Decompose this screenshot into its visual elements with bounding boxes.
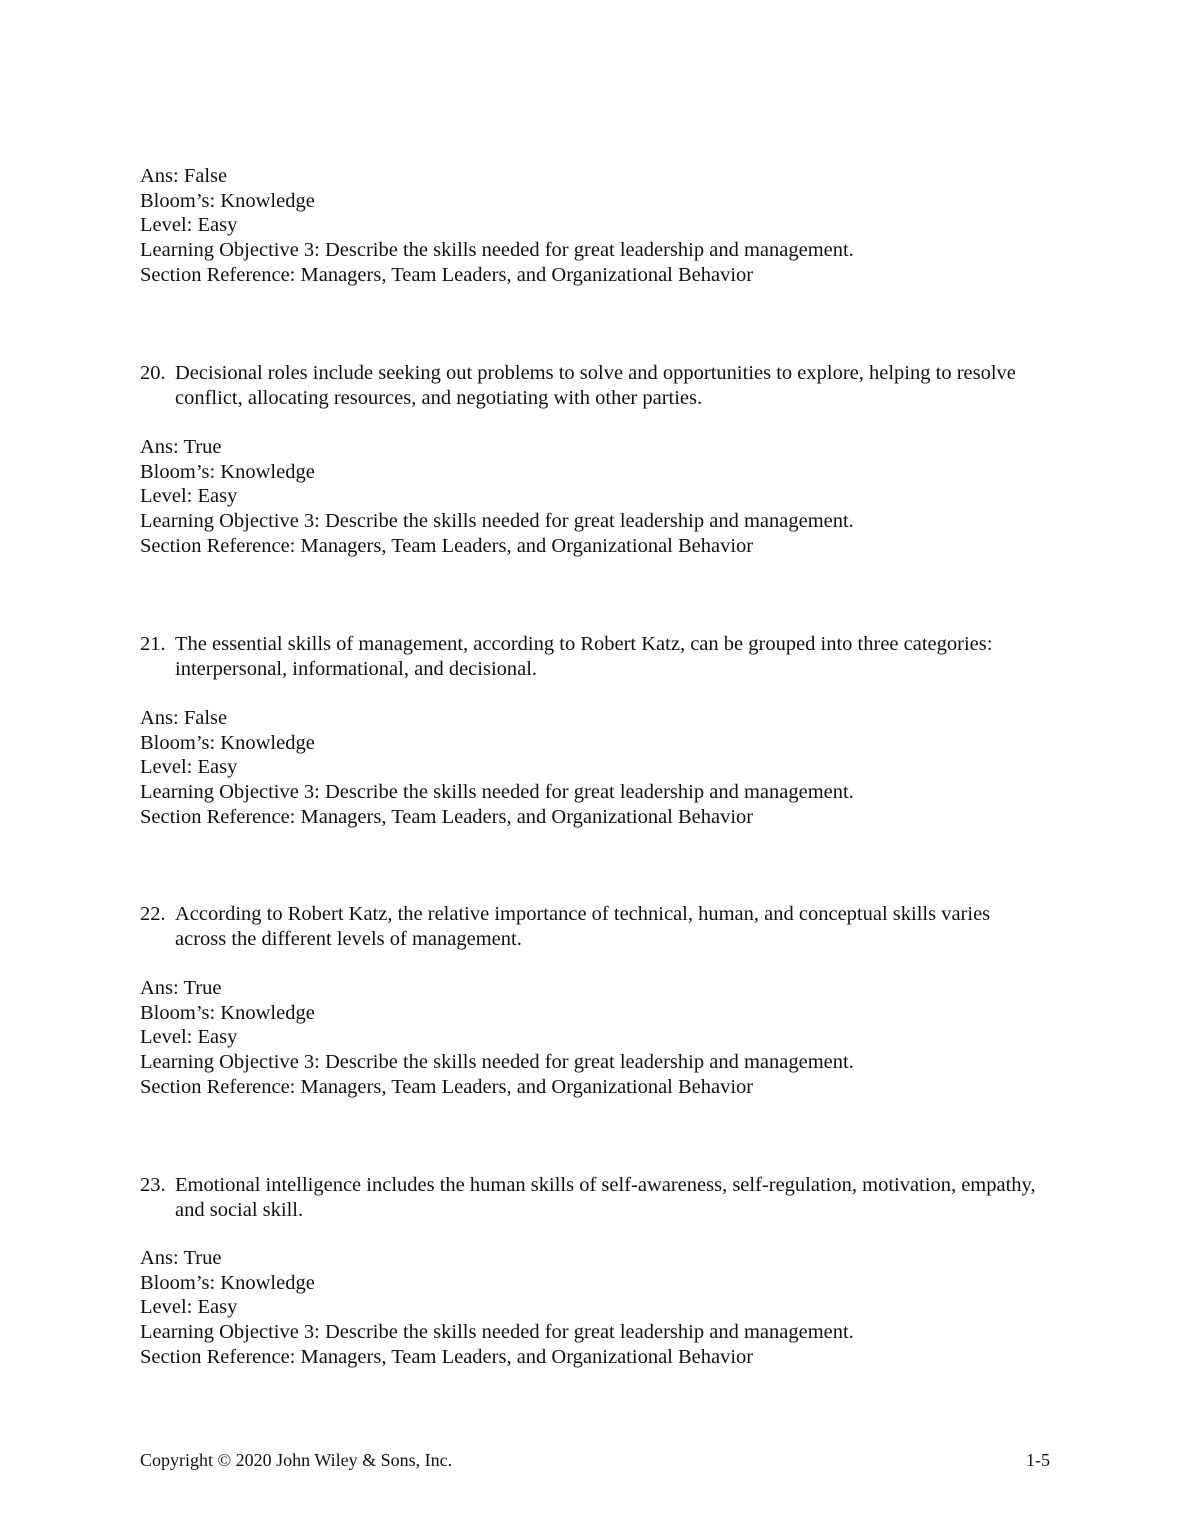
section-line: Section Reference: Managers, Team Leaders, and Organizational Behavior (140, 263, 754, 286)
question-item (140, 902, 1040, 951)
copyright-notice: Copyright © 2020 John Wiley & Sons, Inc. (140, 1450, 453, 1470)
section-line: Section Reference: Managers, Team Leaders, and Organizational Behavior (140, 805, 754, 828)
objective-line: Learning Objective 3: Describe the skills needed for great leadership and management. (140, 1051, 854, 1074)
blooms-line: Bloom’s: Knowledge (140, 189, 315, 212)
objective-line: Learning Objective 3: Describe the skills needed for great leadership and management. (140, 239, 854, 262)
question-text: Decisional roles include seeking out problems to solve and opportunities to explore, helping to resolve conflict, allocating resources, and negotiating with other parties. (175, 362, 1016, 409)
answer-line: Ans: True (140, 436, 222, 458)
section-line: Section Reference: Managers, Team Leaders, and Organizational Behavior (140, 1075, 754, 1098)
question-text: The essential skills of management, according to Robert Katz, can be grouped into three categories: interpersonal, informational, and decisional. (175, 633, 993, 680)
level-line: Level: Easy (140, 214, 238, 237)
question-text: Emotional intelligence includes the human skills of self-awareness, self-regulation, motivation, empathy, and social skill. (175, 1174, 1036, 1221)
answer-line: Ans: False (140, 165, 228, 187)
question-text: According to Robert Katz, the relative importance of technical, human, and conceptual skills varies across the different levels of management. (175, 903, 991, 950)
section-line: Section Reference: Managers, Team Leaders, and Organizational Behavior (140, 534, 754, 557)
level-line: Level: Easy (140, 1296, 238, 1319)
blooms-line: Bloom’s: Knowledge (140, 460, 315, 483)
level-line: Level: Easy (140, 485, 238, 508)
blooms-line: Bloom’s: Knowledge (140, 1001, 315, 1024)
objective-line: Learning Objective 3: Describe the skills needed for great leadership and management. (140, 510, 854, 533)
answer-line: Ans: True (140, 1247, 222, 1269)
level-line: Level: Easy (140, 1026, 238, 1049)
answer-block (140, 706, 1060, 829)
objective-line: Learning Objective 3: Describe the skills needed for great leadership and management. (140, 1321, 854, 1344)
blooms-line: Bloom’s: Knowledge (140, 1271, 315, 1294)
answer-block (140, 976, 1060, 1099)
objective-line: Learning Objective 3: Describe the skills needed for great leadership and management. (140, 781, 854, 804)
question-number: 22. (140, 903, 166, 925)
question-item (140, 632, 1040, 681)
question-number: 21. (140, 633, 166, 655)
level-line: Level: Easy (140, 756, 238, 779)
question-item (140, 361, 1040, 410)
answer-block (140, 1246, 1060, 1369)
answer-block (140, 164, 1060, 287)
page-number: 1-5 (1026, 1450, 1050, 1470)
section-line: Section Reference: Managers, Team Leaders, and Organizational Behavior (140, 1345, 754, 1368)
answer-line: Ans: True (140, 977, 222, 999)
question-number: 20. (140, 362, 166, 384)
answer-line: Ans: False (140, 707, 228, 729)
answer-block (140, 435, 1060, 558)
blooms-line: Bloom’s: Knowledge (140, 731, 315, 754)
question-item (140, 1173, 1040, 1222)
page-footer (140, 1448, 1050, 1472)
question-number: 23. (140, 1174, 166, 1196)
